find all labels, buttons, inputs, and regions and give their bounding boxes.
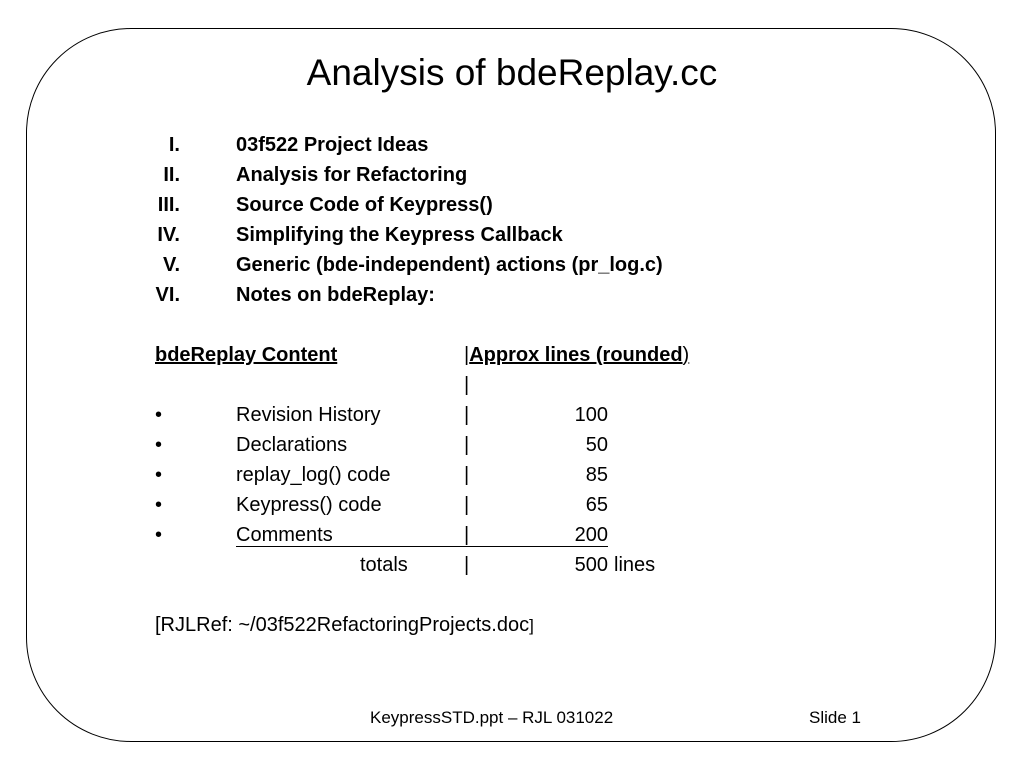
- slide-title: Analysis of bdeReplay.cc: [306, 52, 718, 93]
- slide-number: Slide 1: [809, 708, 861, 727]
- table-header-separator: [464, 344, 689, 367]
- table-header-lines: Approx lines (rounded: [469, 344, 683, 366]
- table-header-paren: ): [682, 344, 690, 366]
- bullet: •: [155, 434, 163, 456]
- row-value: 85: [585, 464, 608, 486]
- row-label: replay_log() code: [236, 464, 391, 486]
- reference-text: [RJLRef: ~/03f522RefactoringProjects.doc: [155, 614, 530, 636]
- outline-item-text: 03f522 Project Ideas: [236, 134, 429, 156]
- outline-number: VI.: [155, 284, 180, 306]
- outline-number: III.: [157, 194, 180, 216]
- outline-number: V.: [162, 254, 180, 276]
- row-bar: |: [464, 434, 470, 456]
- outline-number: II.: [163, 164, 180, 186]
- reference-close: ]: [529, 616, 534, 635]
- outline-item-text: Analysis for Refactoring: [236, 164, 468, 186]
- row-label: Declarations: [236, 434, 348, 456]
- totals-bar: |: [464, 554, 470, 576]
- outline-item-text: Source Code of Keypress(): [236, 194, 493, 216]
- bullet: •: [155, 494, 163, 516]
- row-label: Comments: [236, 524, 333, 546]
- row-value: 50: [585, 434, 608, 456]
- totals-value: 500: [574, 554, 608, 576]
- row-value: 100: [574, 404, 608, 426]
- totals-label: totals: [360, 554, 408, 576]
- outline-item-text: Simplifying the Keypress Callback: [236, 224, 563, 246]
- bullet: •: [155, 524, 163, 546]
- outline-number: IV.: [157, 224, 180, 246]
- totals-unit: lines: [614, 554, 656, 576]
- table-spacer-bar: |: [464, 374, 470, 396]
- outline-item-text: Notes on bdeReplay:: [236, 284, 435, 306]
- outline-number: I.: [168, 134, 180, 156]
- row-value: 65: [585, 494, 608, 516]
- row-bar: |: [464, 404, 470, 426]
- row-bar: |: [464, 494, 470, 516]
- row-label: Revision History: [236, 404, 381, 426]
- row-value: 200: [574, 524, 608, 546]
- bullet: •: [155, 404, 163, 426]
- table-header-bar: |: [464, 344, 470, 366]
- row-underline-left: [236, 524, 464, 547]
- footer-text: KeypressSTD.ppt – RJL 031022: [370, 708, 614, 727]
- table-header-content: bdeReplay Content: [155, 344, 338, 366]
- outline-item-text: Generic (bde-independent) actions (pr_log.c): [236, 254, 663, 276]
- reference-note: [155, 614, 534, 637]
- row-bar: |: [464, 464, 470, 486]
- row-label: Keypress() code: [236, 494, 382, 516]
- row-bar: |: [464, 524, 470, 546]
- bullet: •: [155, 464, 163, 486]
